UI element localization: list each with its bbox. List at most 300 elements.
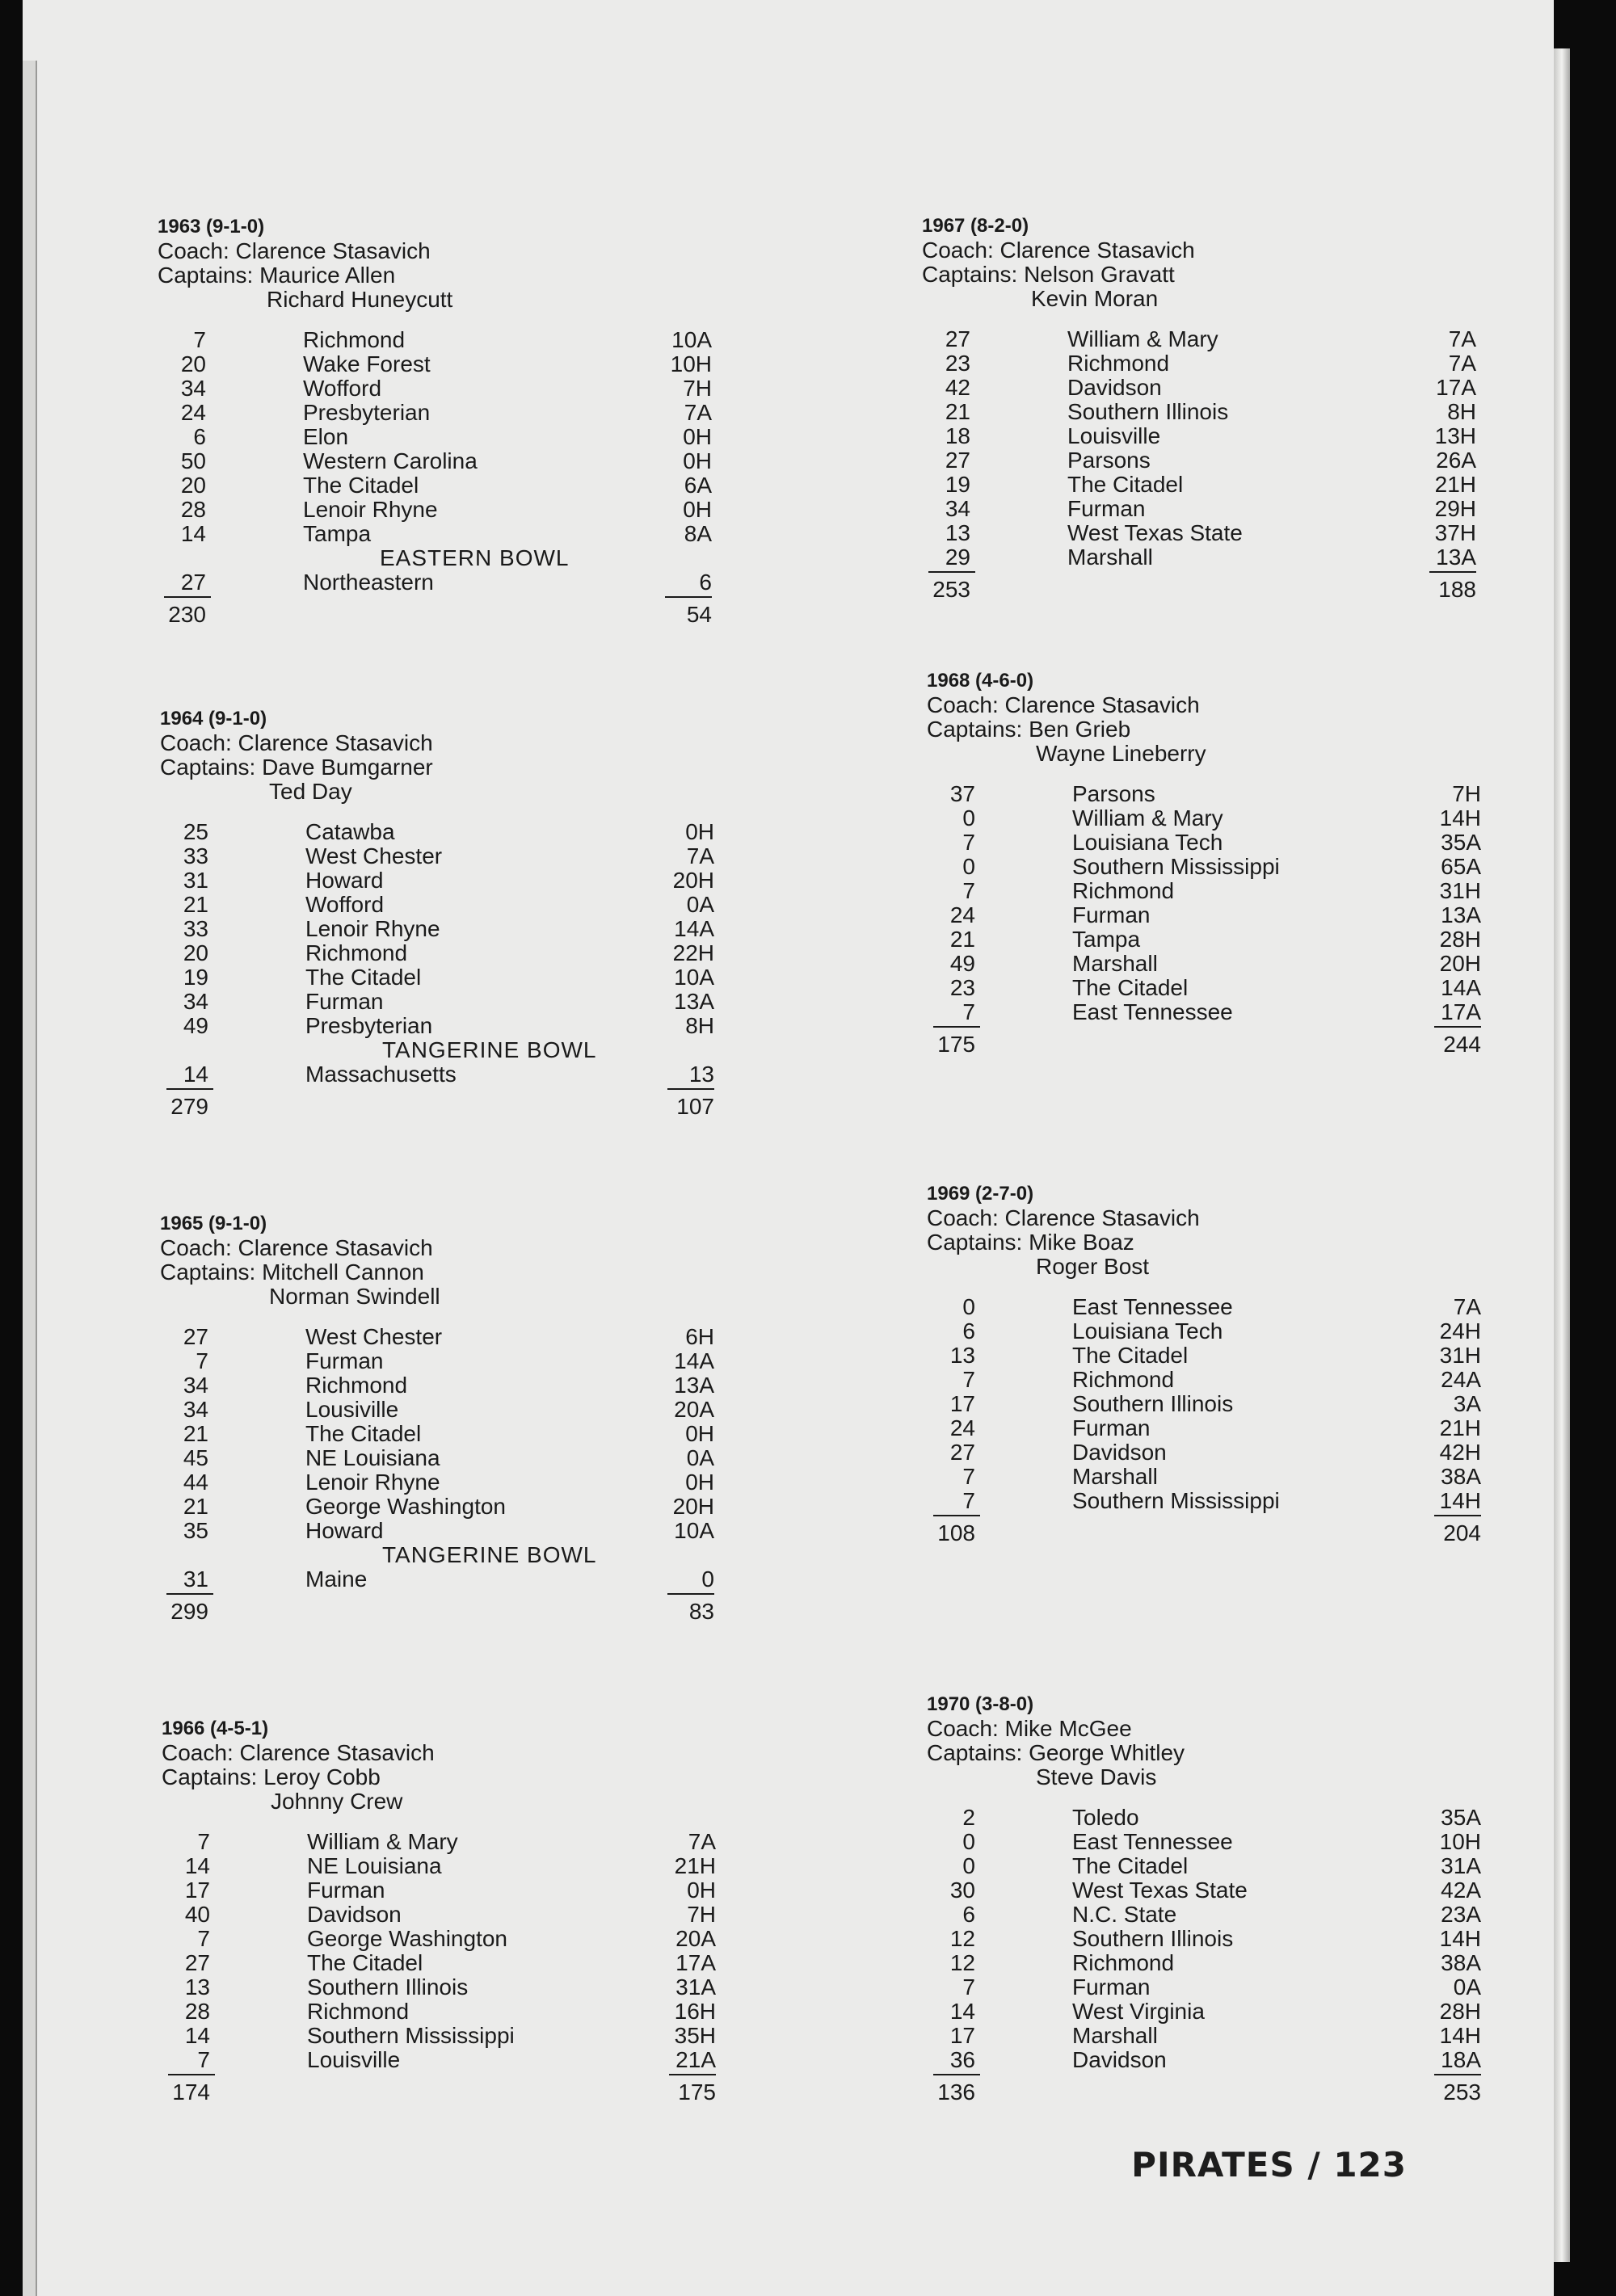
score-us: 28 [184,1999,210,2024]
score-them: 31A [675,1974,716,2000]
opponent: The Citadel [307,1950,423,1975]
totals-rule [665,596,712,598]
game-row [927,1319,1484,1344]
score-us: 20 [180,473,206,498]
opponent: Marshall [1072,2023,1158,2048]
score-them: 14A [674,1348,714,1373]
season-header: 1963 (9-1-0) [158,216,265,238]
game-row [160,941,718,965]
score-them: 35A [1441,830,1481,855]
season-header: 1965 (9-1-0) [160,1213,267,1234]
totals-rule [667,1088,714,1090]
season-captains: Captains: George Whitley [927,1740,1185,1765]
score-us: 49 [949,951,975,976]
score-them: 23A [1441,1902,1481,1927]
score-us: 14 [949,1999,975,2024]
game-row [927,782,1484,806]
score-us: 19 [945,472,970,497]
opponent: Southern Illinois [1072,1926,1234,1951]
opponent: Marshall [1072,951,1158,976]
opponent: The Citadel [305,965,422,990]
opponent: Wofford [303,376,382,401]
score-them: 8A [684,521,712,546]
score-them: 14H [1439,2023,1481,2048]
page-binding [23,61,37,2296]
game-row [160,917,718,941]
season-captain-second: Johnny Crew [271,1789,403,1814]
game-row [162,2000,719,2024]
season-totals [927,2079,1484,2105]
season-coach: Coach: Clarence Stasavich [927,1205,1200,1230]
opponent: N.C. State [1072,1902,1177,1927]
opponent: William & Mary [307,1829,458,1854]
total-points-against: 253 [1443,2079,1481,2105]
total-points-against: 83 [688,1599,714,1624]
score-us: 17 [184,1878,210,1903]
totals-rule [1429,571,1476,573]
score-us: 7 [197,1926,210,1951]
score-them: 38A [1441,1464,1481,1489]
opponent: Presbyterian [303,400,431,425]
score-us: 40 [184,1902,210,1927]
season-totals [160,1598,718,1624]
total-points-for: 108 [937,1520,975,1545]
score-us: 17 [949,1391,975,1416]
score-them: 8H [685,1013,714,1038]
totals-rule [928,571,975,573]
score-us: 42 [945,375,970,400]
total-points-against: 175 [678,2079,716,2105]
opponent: West Texas State [1067,520,1243,545]
score-us: 0 [962,854,975,879]
score-us: 18 [945,423,970,448]
game-row [927,831,1484,855]
score-them: 20A [675,1926,716,1951]
score-us: 21 [183,1494,208,1519]
game-row [158,498,715,522]
game-row [160,1325,718,1349]
bowl-name: EASTERN BOWL [380,545,570,570]
season-1967 [922,214,1479,602]
opponent: East Tennessee [1072,1829,1233,1854]
season-captain-second: Ted Day [269,779,352,804]
opponent: George Washington [305,1494,506,1519]
score-them: 26A [1436,448,1476,473]
score-us: 31 [183,868,208,893]
opponent: William & Mary [1072,805,1223,831]
game-row [927,1440,1484,1465]
score-us: 50 [180,448,206,473]
score-us: 13 [945,520,970,545]
totals-rule [933,2074,980,2075]
game-row [927,1951,1484,1975]
opponent: The Citadel [1072,1343,1189,1368]
season-totals [922,576,1479,602]
bowl-game-row [160,1567,718,1592]
game-row [927,1830,1484,1854]
opponent: Lenoir Rhyne [305,916,440,941]
season-header: 1970 (3-8-0) [927,1693,1034,1715]
game-row [158,449,715,473]
score-us: 0 [962,1829,975,1854]
score-us: 27 [180,570,206,595]
score-us: 7 [962,1488,975,1513]
opponent: Maine [305,1566,368,1592]
bowl-game-row [160,1062,718,1087]
opponent: NE Louisiana [305,1445,440,1470]
score-us: 34 [180,376,206,401]
opponent: Massachusetts [305,1062,457,1087]
game-row [162,2048,719,2072]
score-us: 14 [180,521,206,546]
season-captain-second: Richard Huneycutt [267,287,453,312]
season-captains: Captains: Leroy Cobb [162,1764,381,1789]
opponent: Toledo [1072,1805,1139,1830]
score-them: 7A [688,1829,716,1854]
game-row [158,522,715,546]
score-us: 2 [962,1805,975,1830]
game-row [927,1927,1484,1951]
score-us: 21 [945,399,970,424]
game-list [160,1325,718,1592]
total-points-against: 107 [676,1094,714,1119]
total-points-for: 136 [937,2079,975,2105]
opponent: West Virginia [1072,1999,1205,2024]
game-row [927,879,1484,903]
opponent: George Washington [307,1926,507,1951]
game-row [162,1830,719,1854]
game-row [158,352,715,376]
season-totals [927,1520,1484,1545]
season-totals [927,1031,1484,1057]
bowl-name: TANGERINE BOWL [382,1037,597,1062]
score-them: 0A [686,1445,714,1470]
score-them: 17A [675,1950,716,1975]
totals-rule [164,596,211,598]
opponent: Presbyterian [305,1013,433,1038]
score-us: 34 [183,1373,208,1398]
game-row [158,328,715,352]
game-row [927,976,1484,1000]
score-us: 27 [183,1324,208,1349]
opponent: NE Louisiana [307,1853,442,1878]
season-totals [162,2079,719,2105]
score-us: 27 [949,1440,975,1465]
opponent: Davidson [1072,2047,1167,2072]
score-them: 28H [1439,927,1481,952]
score-us: 23 [949,975,975,1000]
score-us: 30 [949,1878,975,1903]
game-row [927,903,1484,927]
game-list [927,782,1484,1024]
season-captains: Captains: Ben Grieb [927,717,1131,742]
totals-rule [933,1515,980,1516]
score-us: 21 [183,892,208,917]
opponent: Parsons [1072,781,1155,806]
score-them: 0 [701,1566,714,1592]
game-row [922,448,1479,473]
season-1963 [158,215,715,627]
game-row [160,1446,718,1470]
score-us: 6 [962,1318,975,1344]
score-us: 21 [183,1421,208,1446]
game-list [927,1295,1484,1513]
score-us: 13 [184,1974,210,2000]
totals-rule [1434,1515,1481,1516]
game-row [927,1975,1484,2000]
game-row [158,376,715,401]
opponent: Richmond [1067,351,1170,376]
total-points-against: 204 [1443,1520,1481,1545]
game-row [160,1422,718,1446]
game-row [922,400,1479,424]
season-captain-second: Steve Davis [1036,1764,1157,1789]
opponent: Louisville [1067,423,1161,448]
season-1965 [160,1212,718,1624]
game-row [927,1392,1484,1416]
game-row [160,965,718,990]
score-them: 10A [674,965,714,990]
season-header: 1967 (8-2-0) [922,215,1029,237]
score-them: 14H [1439,1926,1481,1951]
game-row [922,545,1479,570]
season-captains: Captains: Mitchell Cannon [160,1259,424,1285]
score-them: 31A [1441,1853,1481,1878]
game-row [160,1495,718,1519]
opponent: Catawba [305,819,395,844]
bowl-name: TANGERINE BOWL [382,1542,597,1567]
score-them: 21H [674,1853,716,1878]
opponent: Louisville [307,2047,401,2072]
opponent: Parsons [1067,448,1151,473]
score-them: 13A [674,989,714,1014]
season-coach: Coach: Clarence Stasavich [927,692,1200,717]
score-them: 0H [685,1470,714,1495]
opponent: Marshall [1067,545,1153,570]
opponent: West Chester [305,1324,443,1349]
game-row [922,351,1479,376]
game-row [927,2024,1484,2048]
opponent: Louisiana Tech [1072,830,1223,855]
score-them: 7A [1448,351,1476,376]
game-row [160,893,718,917]
score-them: 13 [688,1062,714,1087]
game-row [160,868,718,893]
score-them: 0H [685,1421,714,1446]
score-them: 0H [687,1878,716,1903]
score-them: 21H [1434,472,1476,497]
score-them: 7A [684,400,712,425]
score-us: 45 [183,1445,208,1470]
score-them: 18A [1441,2047,1481,2072]
opponent: Marshall [1072,1464,1158,1489]
game-row [927,1000,1484,1024]
opponent: Southern Illinois [1067,399,1229,424]
opponent: Furman [1072,1974,1151,2000]
score-us: 44 [183,1470,208,1495]
opponent: Furman [1072,1415,1151,1440]
opponent: Southern Mississippi [1072,1488,1280,1513]
score-them: 0H [683,424,712,449]
score-them: 0H [685,819,714,844]
game-row [927,1903,1484,1927]
score-them: 21A [675,2047,716,2072]
opponent: Davidson [1067,375,1162,400]
score-us: 7 [196,1348,208,1373]
score-us: 14 [184,1853,210,1878]
totals-rule [166,1088,213,1090]
total-points-for: 230 [168,602,206,627]
score-us: 27 [945,326,970,351]
season-captains: Captains: Mike Boaz [927,1230,1134,1255]
totals-rule [166,1593,213,1595]
opponent: Lousiville [305,1397,399,1422]
total-points-for: 174 [172,2079,210,2105]
opponent: Northeastern [303,570,434,595]
totals-rule [168,2074,215,2075]
game-row [160,1470,718,1495]
season-coach: Coach: Clarence Stasavich [162,1740,435,1765]
opponent: Southern Mississippi [1072,854,1280,879]
score-them: 14A [1441,975,1481,1000]
score-them: 31H [1439,1343,1481,1368]
opponent: Richmond [305,1373,408,1398]
score-us: 36 [949,2047,975,2072]
game-row [927,1806,1484,1830]
game-row [922,473,1479,497]
score-them: 38A [1441,1950,1481,1975]
totals-rule [933,1026,980,1028]
score-us: 34 [183,1397,208,1422]
game-list [927,1806,1484,2072]
game-row [922,376,1479,400]
opponent: Western Carolina [303,448,478,473]
game-row [160,820,718,844]
opponent: William & Mary [1067,326,1218,351]
season-captains: Captains: Dave Bumgarner [160,755,433,780]
score-them: 65A [1441,854,1481,879]
score-them: 20A [674,1397,714,1422]
game-row [927,1368,1484,1392]
game-row [160,1373,718,1398]
game-row [162,1903,719,1927]
score-us: 7 [197,1829,210,1854]
game-row [160,1519,718,1543]
game-row [927,2000,1484,2024]
total-points-against: 188 [1438,577,1476,602]
score-us: 7 [962,1974,975,2000]
score-us: 7 [962,878,975,903]
game-row [927,927,1484,952]
score-them: 7H [1452,781,1481,806]
opponent: West Chester [305,843,443,868]
season-captain-second: Wayne Lineberry [1036,741,1206,766]
opponent: Southern Illinois [1072,1391,1234,1416]
totals-rule [667,1593,714,1595]
season-1964 [160,707,718,1119]
score-them: 24A [1441,1367,1481,1392]
game-list [162,1830,719,2072]
score-us: 14 [184,2023,210,2048]
total-points-for: 253 [932,577,970,602]
score-us: 49 [183,1013,208,1038]
score-us: 29 [945,545,970,570]
score-us: 21 [949,927,975,952]
score-us: 7 [962,830,975,855]
score-them: 13A [1441,902,1481,927]
game-row [160,1349,718,1373]
total-points-for: 175 [937,1032,975,1057]
score-them: 6H [685,1324,714,1349]
game-row [160,844,718,868]
score-us: 7 [962,1464,975,1489]
totals-rule [1434,1026,1481,1028]
season-coach: Coach: Mike McGee [927,1716,1132,1741]
game-row [927,1489,1484,1513]
season-coach: Coach: Clarence Stasavich [158,238,431,263]
score-them: 0H [683,497,712,522]
game-row [927,806,1484,831]
opponent: Richmond [1072,1367,1175,1392]
score-them: 42H [1439,1440,1481,1465]
game-list [160,820,718,1087]
season-totals [158,601,715,627]
opponent: East Tennessee [1072,999,1233,1024]
game-row [927,1854,1484,1878]
score-us: 7 [197,2047,210,2072]
score-them: 3A [1453,1391,1481,1416]
opponent: Tampa [1072,927,1141,952]
season-header: 1969 (2-7-0) [927,1183,1034,1205]
score-us: 24 [180,400,206,425]
score-us: 19 [183,965,208,990]
season-captain-second: Kevin Moran [1031,286,1159,311]
score-them: 37H [1434,520,1476,545]
score-us: 0 [962,805,975,831]
score-us: 24 [949,902,975,927]
score-us: 20 [183,940,208,965]
score-them: 24H [1439,1318,1481,1344]
score-them: 35H [674,2023,716,2048]
opponent: Furman [1072,902,1151,927]
opponent: Furman [305,989,384,1014]
opponent: Richmond [1072,878,1175,903]
score-us: 35 [183,1518,208,1543]
score-them: 42A [1441,1878,1481,1903]
score-us: 7 [193,327,206,352]
score-us: 12 [949,1926,975,1951]
total-points-for: 279 [170,1094,208,1119]
season-1969 [927,1182,1484,1545]
game-row [158,425,715,449]
opponent: The Citadel [303,473,419,498]
score-them: 6A [684,473,712,498]
score-us: 24 [949,1415,975,1440]
score-them: 21H [1439,1415,1481,1440]
opponent: The Citadel [1072,1853,1189,1878]
season-1970 [927,1693,1484,2105]
record-book-page [23,0,1554,2296]
score-us: 6 [962,1902,975,1927]
opponent: Furman [1067,496,1146,521]
score-us: 37 [949,781,975,806]
game-list [158,328,715,595]
score-them: 6 [699,570,712,595]
score-them: 13A [1436,545,1476,570]
season-header: 1968 (4-6-0) [927,670,1034,692]
score-them: 35A [1441,1805,1481,1830]
opponent: Louisiana Tech [1072,1318,1223,1344]
